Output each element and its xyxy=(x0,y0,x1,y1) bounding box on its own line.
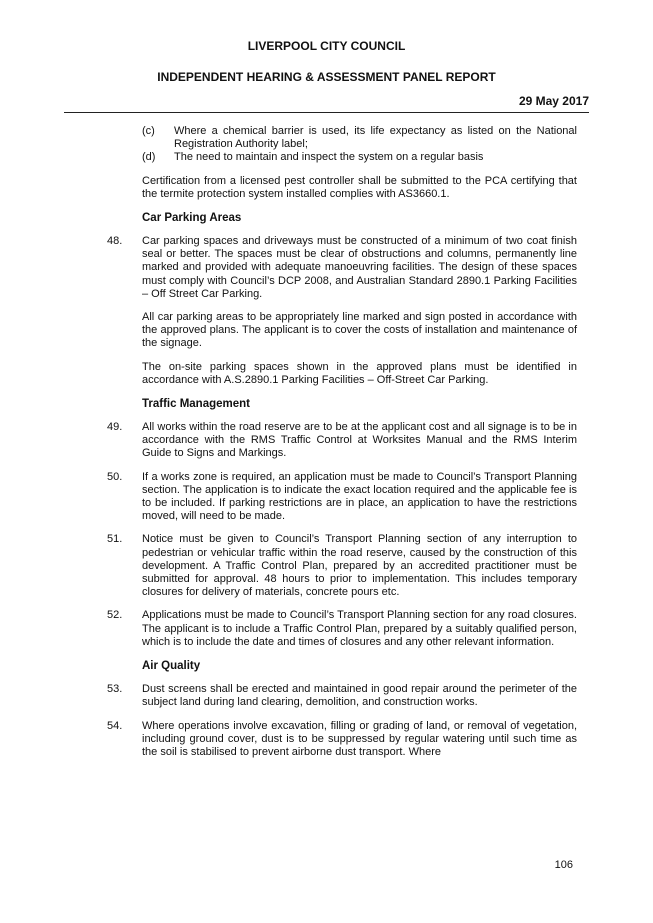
parking-identification-paragraph: The on-site parking spaces shown in the approved plans must be identified in accordance with A.S.2890.1 Parking Facilities – Off-Street Car Parking. xyxy=(142,360,577,386)
heading-car-parking: Car Parking Areas xyxy=(142,212,242,225)
condition-number: 53. xyxy=(107,683,123,696)
condition-number: 48. xyxy=(107,235,123,248)
condition-number: 52. xyxy=(107,609,123,622)
condition-text: All works within the road reserve are to be at the applicant cost and all signage is to be in accordance with the RMS Traffic Control at Worksites Manual and the RMS Interim Guide to Signs and Markings. xyxy=(142,421,577,460)
condition-number: 54. xyxy=(107,719,123,732)
list-item-c xyxy=(142,125,577,151)
condition-text: Applications must be made to Council’s Transport Planning section for any road closures. The applicant is to include a Traffic Control Plan, prepared by a suitably qualified person, which is to include the date and times of closures and any other relevant information. xyxy=(142,609,577,648)
list-text: Where a chemical barrier is used, its life expectancy as listed on the National Registration Authority label; xyxy=(174,125,577,151)
parking-line-marking-paragraph: All car parking areas to be appropriately line marked and sign posted in accordance with the approved plans. The applicant is to cover the costs of installation and maintenance of the signage. xyxy=(142,311,577,350)
condition-text: If a works zone is required, an application must be made to Council’s Transport Planning section. The application is to indicate the exact location required and the applicable fee is to be included. If parking restrictions are in place, an application to have the restrictions moved, will need to be made. xyxy=(142,470,577,523)
condition-text: Notice must be given to Council’s Transport Planning section of any interruption to pedestrian or vehicular traffic within the road reserve, caused by the construction of this development. A Traffic Control Plan, prepared by an accredited practitioner must be submitted for approval. 48 hours to prior to implementation. This includes temporary closures for delivery of materials, concrete pours etc. xyxy=(142,533,577,599)
condition-51 xyxy=(0,533,653,599)
list-text: The need to maintain and inspect the system on a regular basis xyxy=(174,151,484,164)
heading-air-quality: Air Quality xyxy=(142,660,201,673)
certification-paragraph: Certification from a licensed pest controller shall be submitted to the PCA certifying that the termite protection system installed complies with AS3660.1. xyxy=(142,174,577,200)
list-marker: (c) xyxy=(142,125,155,137)
condition-49 xyxy=(0,421,653,461)
condition-52 xyxy=(0,609,653,649)
list-item-d xyxy=(142,151,577,164)
heading-traffic-management: Traffic Management xyxy=(142,398,250,411)
condition-number: 51. xyxy=(107,533,123,546)
report-date: 29 May 2017 xyxy=(518,94,589,108)
report-body xyxy=(0,125,653,769)
condition-48 xyxy=(0,235,653,301)
condition-text: Dust screens shall be erected and maintained in good repair around the perimeter of the subject land during land clearing, demolition, and construction works. xyxy=(142,683,577,709)
condition-number: 49. xyxy=(107,421,123,434)
list-marker: (d) xyxy=(142,151,156,164)
council-name: LIVERPOOL CITY COUNCIL xyxy=(247,39,406,53)
condition-number: 50. xyxy=(107,470,123,483)
condition-53 xyxy=(0,683,653,709)
condition-text: Car parking spaces and driveways must be constructed of a minimum of two coat finish seal or better. The spaces must be clear of obstructions and columns, permanently line marked and provided with adequate manoeuvring facilities. The design of these spaces must comply with Council’s DCP 2008, and Australian Standard 2890.1 Parking Facilities – Off Street Car Parking. xyxy=(142,235,577,300)
report-title: INDEPENDENT HEARING & ASSESSMENT PANEL REPORT xyxy=(157,70,496,84)
header-rule xyxy=(64,112,589,113)
condition-50 xyxy=(0,471,653,524)
condition-text: Where operations involve excavation, filling or grading of land, or removal of vegetation, including ground cover, dust is to be suppressed by regular watering until such time as the soil is stabilised to prevent airborne dust transport. Where xyxy=(142,719,577,758)
page-number: 106 xyxy=(554,859,573,871)
condition-54 xyxy=(0,720,653,760)
